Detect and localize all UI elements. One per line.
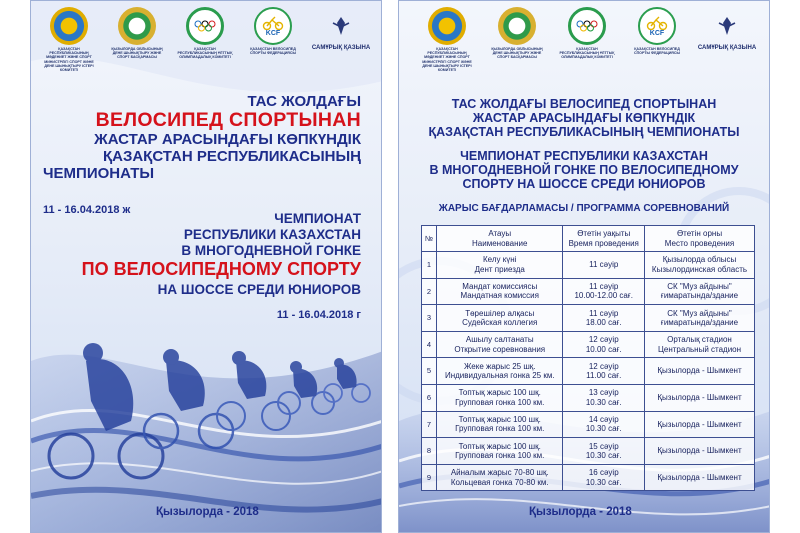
row-num: 1 [422,252,437,279]
row-time: 16 сәуір 10.30 сағ. [563,464,645,491]
row-place: СК "Муз айдыны" ғимаратында/здание [645,278,755,305]
title-kz-line-5: ЧЕМПИОНАТЫ [43,165,155,182]
kyzylorda-logo [487,7,547,60]
kcf-logo [243,7,303,55]
row-time: 15 сәуір 10.30 сағ. [563,438,645,465]
schedule-table [421,225,755,491]
row-place: СК "Муз айдыны" ғимаратында/здание [645,305,755,332]
row-name: Ашылу салтанаты Открытие соревнования [437,331,563,358]
table-row [422,464,755,491]
date-kz: 11 - 16.04.2018 ж [43,204,131,216]
row-num: 5 [422,358,437,385]
right-title-kz-line-1: ТАС ЖОЛДАҒЫ ВЕЛОСИПЕД СПОРТЫНАН [451,97,717,111]
col-header-num: № [422,226,437,252]
row-place: Қызылорда облысы Кызылординская область [645,252,755,279]
table-row [422,384,755,411]
footer-city-year: Қызылорда - 2018 [529,506,632,518]
title-ru-line-1: ЧЕМПИОНАТ [274,211,361,226]
kcf-mark: KCF [649,29,665,37]
table-row [422,278,755,305]
row-name: Жеке жарыс 25 шқ. Индивидуальная гонка 25 км. [437,358,563,385]
title-kz-line-2: ВЕЛОСИПЕД СПОРТЫНАН [95,109,361,131]
kcf-logo [627,7,687,55]
city-emblem-icon [118,7,156,45]
row-place: Қызылорда - Шымкент [645,384,755,411]
row-place: Қызылорда - Шымкент [645,411,755,438]
row-place: Қызылорда - Шымкент [645,438,755,465]
kcf-mark: KCF [265,29,281,37]
samruk-bird-icon [322,7,360,45]
title-ru-line-5: НА ШОССЕ СРЕДИ ЮНИОРОВ [157,282,361,297]
row-name: Төрешілер алқасы Судейская коллегия [437,305,563,332]
olympic-rings-icon [568,7,606,45]
table-row [422,438,755,465]
row-num: 7 [422,411,437,438]
row-num: 8 [422,438,437,465]
right-title-ru-line-2: В МНОГОДНЕВНОЙ ГОНКЕ ПО ВЕЛОСИПЕДНОМУ [429,163,739,177]
table-row [422,331,755,358]
samruk-logo [311,7,371,51]
row-time: 11 сәуір 18.00 сағ. [563,305,645,332]
table-row [422,358,755,385]
row-time: 14 сәуір 10.30 сағ. [563,411,645,438]
row-num: 3 [422,305,437,332]
kyzylorda-logo [107,7,167,60]
row-time: 11 сәуір [563,252,645,279]
samruk-bird-icon [708,7,746,45]
row-time: 12 сәуір 10.00 сағ. [563,331,645,358]
footer-city-year: Қызылорда - 2018 [156,506,259,518]
row-name: Мандат комиссиясы Мандатная комиссия [437,278,563,305]
row-place: Қызылорда - Шымкент [645,464,755,491]
samruk-mark: САМҰРЫҚ ҚАЗЫНА [697,45,757,51]
emblem-icon [50,7,88,45]
table-row [422,252,755,279]
row-time: 13 сәуір 10.30 сағ. [563,384,645,411]
title-kz-line-3: ЖАСТАР АРАСЫНДАҒЫ КӨПКҮНДІК [94,131,361,148]
row-num: 9 [422,464,437,491]
logo-caption: ҚАЗАҚСТАН РЕСПУБЛИКАСЫНЫҢ ҰЛТТЫҚ ОЛИМПИАДАЛЫҚ КОМИТЕТІ [559,47,615,60]
title-kz-line-4: ҚАЗАҚСТАН РЕСПУБЛИКАСЫНЫҢ [102,148,361,165]
logo-caption: ҚЫЗЫЛОРДА ОБЛЫСЫНЫҢ ДЕНЕ ШЫНЫҚТЫРУ ЖӘНЕ СПОРТ БАСҚАРМАСЫ [491,47,543,60]
row-name: Топтық жарыс 100 шқ. Групповая гонка 100 км. [437,411,563,438]
table-header-row [422,226,755,252]
logo-caption: ҚАЗАҚСТАН РЕСПУБЛИКАСЫНЫҢ ҰЛТТЫҚ ОЛИМПИАДАЛЫҚ КОМИТЕТІ [177,47,233,60]
logo-caption: ҚАЗАҚСТАН ВЕЛОСИПЕД СПОРТЫ ФЕДЕРАЦИЯСЫ [249,47,297,56]
right-title-kz-line-3: ҚАЗАҚСТАН РЕСПУБЛИКАСЫНЫҢ ЧЕМПИОНАТЫ [428,125,740,139]
row-time: 11 сәуір 10.00-12.00 сағ. [563,278,645,305]
table-row [422,411,755,438]
title-ru-line-4: ПО ВЕЛОСИПЕДНОМУ СПОРТУ [81,259,361,279]
emblem-icon [428,7,466,45]
poster-right [398,0,770,533]
cyclist-icon [638,7,676,45]
kz-emblem-logo [417,7,477,72]
sponsor-logos [31,7,381,73]
title-kz-line-1: ТАС ЖОЛДАҒЫ [247,93,361,110]
olympic-committee-logo [175,7,235,60]
program-heading: ЖАРЫС БАҒДАРЛАМАСЫ / ПРОГРАММА СОРЕВНОВАНИЙ [438,203,730,214]
col-header-place: Өтетін орны Место проведения [645,226,755,252]
row-place: Орталық стадион Центральный стадион [645,331,755,358]
samruk-mark: САМҰРЫҚ ҚАЗЫНА [311,45,371,51]
col-header-time: Өтетін уақыты Время проведения [563,226,645,252]
col-header-name: Атауы Наименование [437,226,563,252]
samruk-logo [697,7,757,51]
logo-caption: ҚЫЗЫЛОРДА ОБЛЫСЫНЫҢ ДЕНЕ ШЫНЫҚТЫРУ ЖӘНЕ СПОРТ БАСҚАРМАСЫ [111,47,163,60]
row-name: Топтық жарыс 100 шқ. Групповая гонка 100 км. [437,384,563,411]
sponsor-logos [399,7,769,73]
kz-emblem-logo [39,7,99,72]
table-row [422,305,755,332]
date-ru: 11 - 16.04.2018 г [276,309,361,321]
logo-caption: ҚАЗАҚСТАН РЕСПУБЛИКАСЫНЫҢ МӘДЕНИЕТ ЖӘНЕ СПОРТ МИНИСТРЛІГІ СПОРТ ЖӘНЕ ДЕНЕ ШЫНЫҚТЫРУ ІСТЕРІ КОМИТЕТІ [44,47,94,73]
row-num: 4 [422,331,437,358]
title-ru-line-2: РЕСПУБЛИКИ КАЗАХСТАН [183,227,361,242]
cyclist-icon [254,7,292,45]
row-num: 6 [422,384,437,411]
olympic-rings-icon [186,7,224,45]
row-num: 2 [422,278,437,305]
right-title-kz-line-2: ЖАСТАР АРАСЫНДАҒЫ КӨПКҮНДІК [472,111,696,125]
right-title-ru-line-3: СПОРТУ НА ШОССЕ СРЕДИ ЮНИОРОВ [462,177,706,191]
row-place: Қызылорда - Шымкент [645,358,755,385]
logo-caption: ҚАЗАҚСТАН РЕСПУБЛИКАСЫНЫҢ МӘДЕНИЕТ ЖӘНЕ СПОРТ МИНИСТРЛІГІ СПОРТ ЖӘНЕ ДЕНЕ ШЫНЫҚТЫРУ ІСТЕРІ КОМИТЕТІ [422,47,472,73]
olympic-committee-logo [557,7,617,60]
row-name: Келу күні Дент приезда [437,252,563,279]
right-title-ru-line-1: ЧЕМПИОНАТ РЕСПУБЛИКИ КАЗАХСТАН [460,149,708,163]
row-time: 12 сәуір 11.00 сағ. [563,358,645,385]
city-emblem-icon [498,7,536,45]
title-ru-line-3: В МНОГОДНЕВНОЙ ГОНКЕ [181,243,361,258]
row-name: Айналым жарыс 70-80 шқ. Кольцевая гонка 70-80 км. [437,464,563,491]
poster-left [30,0,382,533]
logo-caption: ҚАЗАҚСТАН ВЕЛОСИПЕД СПОРТЫ ФЕДЕРАЦИЯСЫ [633,47,681,56]
row-name: Топтық жарыс 100 шқ. Групповая гонка 100 км. [437,438,563,465]
